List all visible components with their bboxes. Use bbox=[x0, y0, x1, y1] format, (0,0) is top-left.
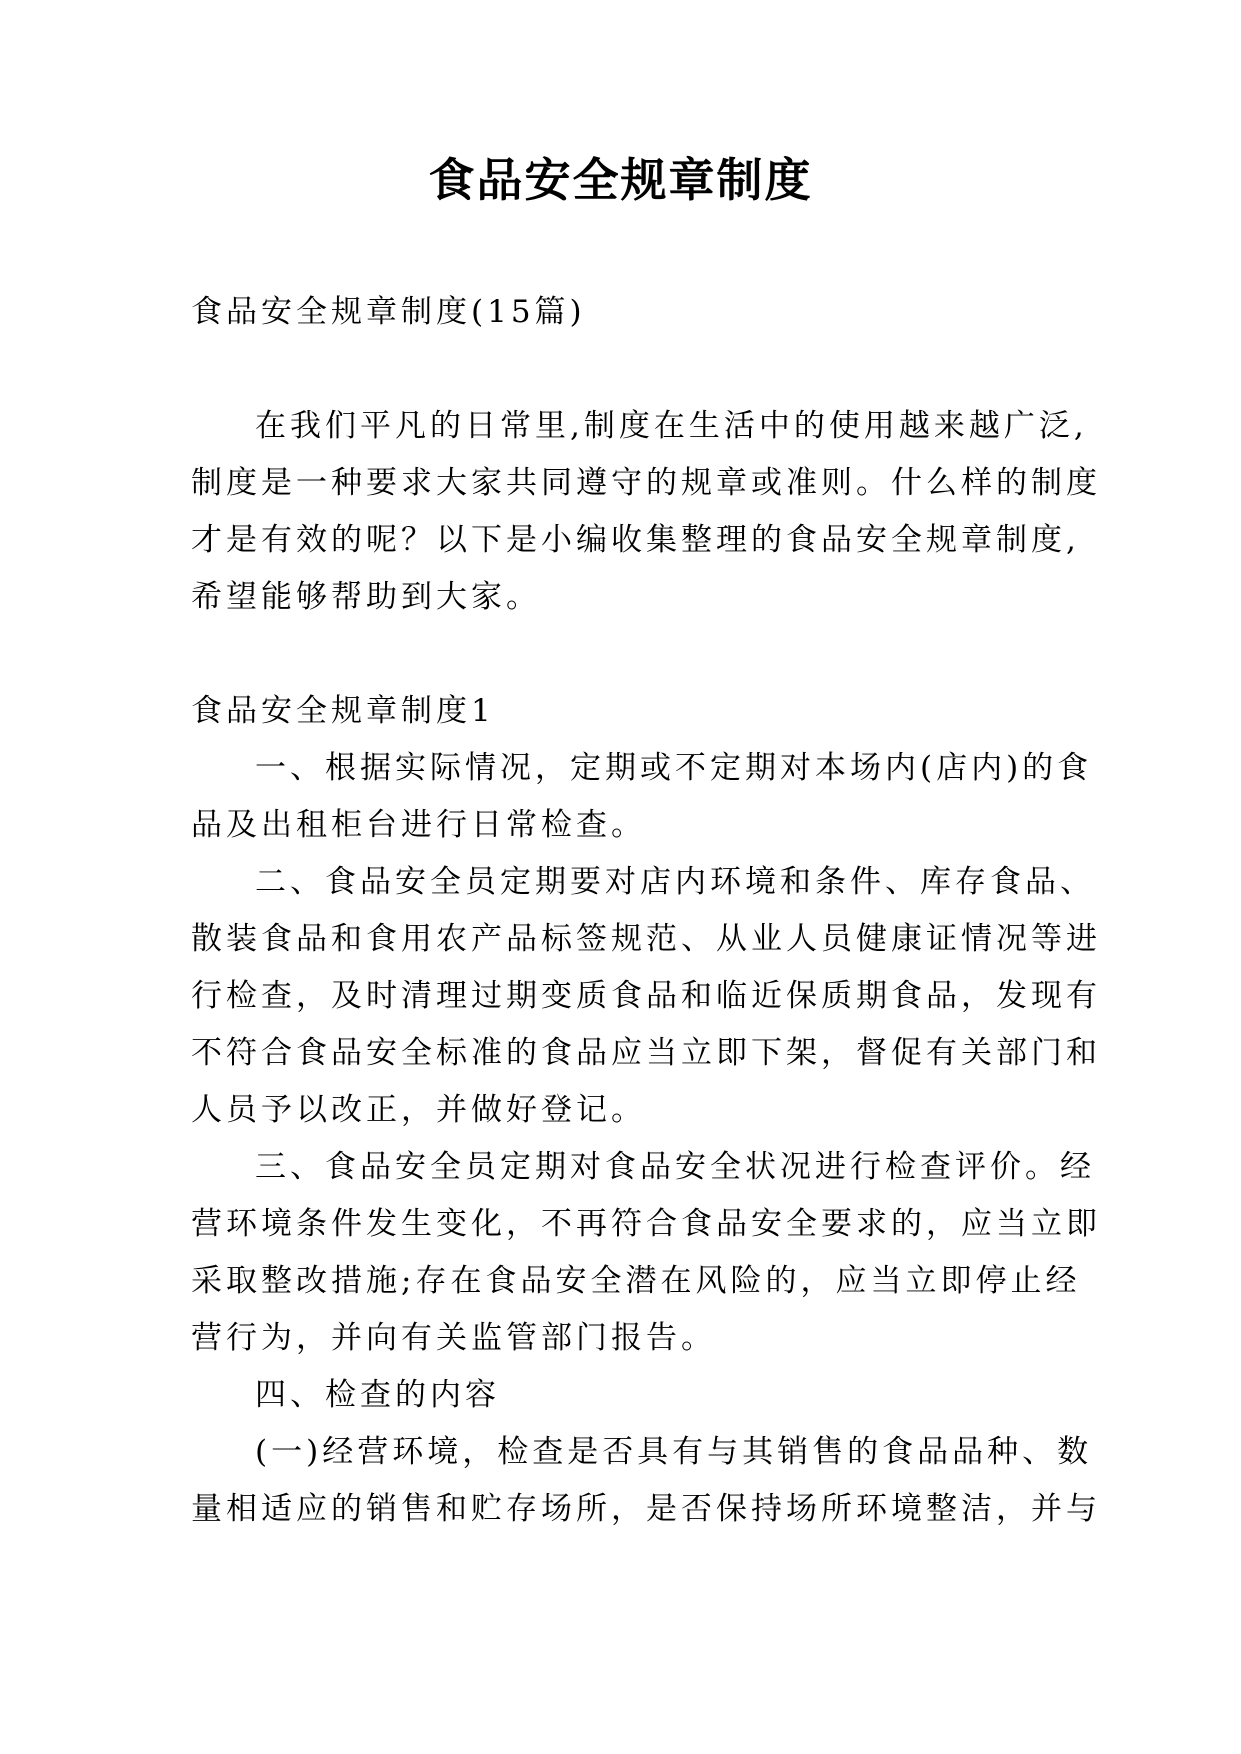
body-line: 不符合食品安全标准的食品应当立即下架，督促有关部门和 bbox=[191, 1035, 1101, 1071]
body-line: 一、根据实际情况，定期或不定期对本场内(店内)的食 bbox=[255, 750, 1093, 786]
intro-line: 才是有效的呢？以下是小编收集整理的食品安全规章制度, bbox=[191, 522, 1080, 558]
body-line: 量相适应的销售和贮存场所，是否保持场所环境整洁，并与 bbox=[191, 1491, 1101, 1527]
intro-line: 在我们平凡的日常里,制度在生活中的使用越来越广泛, bbox=[255, 408, 1088, 444]
document-subtitle: 食品安全规章制度(15篇) bbox=[191, 294, 586, 330]
body-line: 四、检查的内容 bbox=[255, 1377, 500, 1413]
intro-line: 制度是一种要求大家共同遵守的规章或准则。什么样的制度 bbox=[191, 465, 1101, 501]
body-line: (一)经营环境，检查是否具有与其销售的食品品种、数 bbox=[255, 1434, 1093, 1470]
body-line: 品及出租柜台进行日常检查。 bbox=[191, 807, 646, 843]
document-title: 食品安全规章制度 bbox=[428, 153, 813, 207]
body-line: 人员予以改正，并做好登记。 bbox=[191, 1092, 646, 1128]
body-line: 采取整改措施;存在食品安全潜在风险的，应当立即停止经 bbox=[191, 1263, 1081, 1299]
body-line: 三、食品安全员定期对食品安全状况进行检查评价。经 bbox=[255, 1149, 1095, 1185]
body-line: 二、食品安全员定期要对店内环境和条件、库存食品、 bbox=[255, 864, 1095, 900]
body-line: 营行为，并向有关监管部门报告。 bbox=[191, 1320, 716, 1356]
body-line: 行检查，及时清理过期变质食品和临近保质期食品，发现有 bbox=[191, 978, 1101, 1014]
intro-line: 希望能够帮助到大家。 bbox=[191, 579, 541, 615]
section-heading: 食品安全规章制度1 bbox=[191, 693, 495, 729]
body-line: 营环境条件发生变化，不再符合食品安全要求的，应当立即 bbox=[191, 1206, 1101, 1242]
body-line: 散装食品和食用农产品标签规范、从业人员健康证情况等进 bbox=[191, 921, 1101, 957]
